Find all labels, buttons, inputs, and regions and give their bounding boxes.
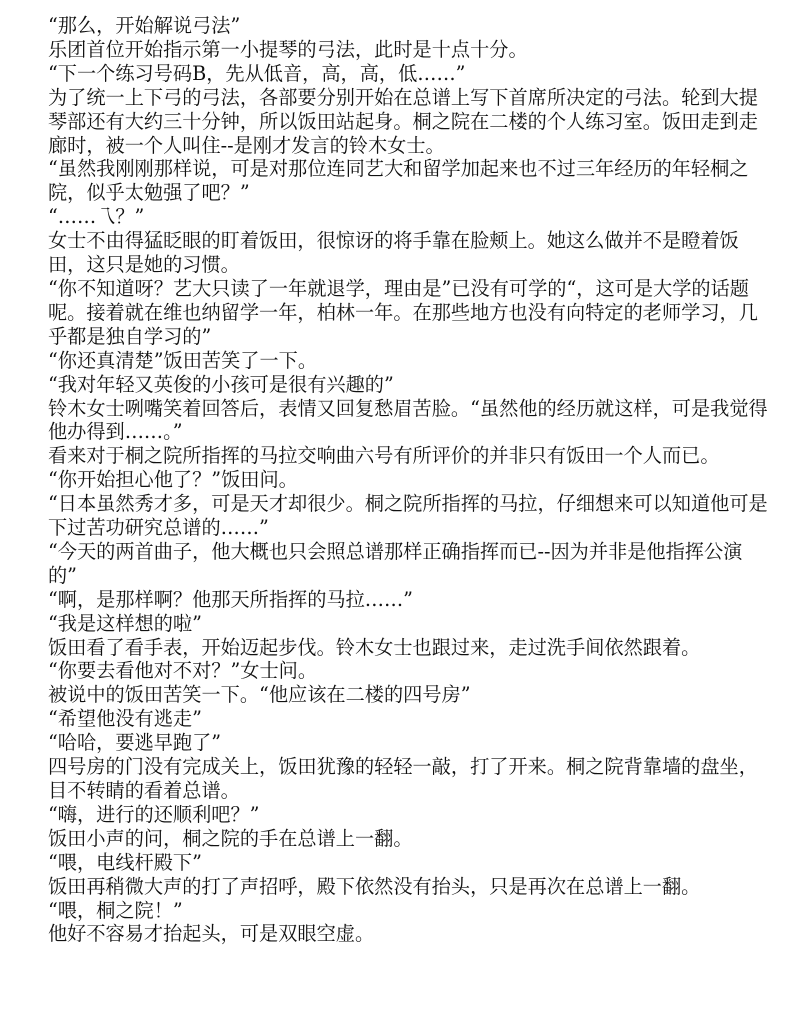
paragraph: 饭田看了看手表，开始迈起步伐。铃木女士也跟过来，走过洗手间依然跟着。 [48,635,701,659]
paragraph: “嗨，进行的还顺利吧？” [48,802,260,826]
paragraph: “……乁？” [48,205,145,229]
paragraph: “喂，桐之院！” [48,898,183,922]
paragraph: “喂，电线杆殿下” [48,850,202,874]
paragraph: “你不知道呀？艺大只读了一年就退学，理由是”已没有可学的“，这可是大学的话题呢。接着就在维也纳留学一年，柏林一年。在那些地方也没有向特定的老师学习，几乎都是独自学习的” [48,276,758,348]
paragraph: 他好不容易才抬起头，可是双眼空虚。 [48,922,375,946]
paragraph: 看来对于桐之院所指挥的马拉交响曲六号有所评价的并非只有饭田一个人而已。 [48,444,720,468]
paragraph: “啊，是那样啊？他那天所指挥的马拉……” [48,587,413,611]
paragraph: “哈哈，要逃早跑了” [48,731,222,755]
paragraph: “下一个练习号码B，先从低音，高，高，低……” [48,61,466,85]
paragraph: “我对年轻又英俊的小孩可是很有兴趣的” [48,372,394,396]
paragraph: “那么，开始解说弓法” [48,14,241,37]
paragraph: “你开始担心他了？”饭田问。 [48,468,298,492]
paragraph: 被说中的饭田苦笑一下。“他应该在二楼的四号房” [48,683,471,707]
paragraph: 铃木女士咧嘴笑着回答后，表情又回复愁眉苦脸。“虽然他的经历就这样，可是我觉得他办得到……。” [48,396,768,444]
paragraph: 饭田小声的问，桐之院的手在总谱上一翻。 [48,826,413,850]
paragraph: “今天的两首曲子，他大概也只会照总谱那样正确指挥而已--因为并非是他指挥公演的” [48,539,743,587]
paragraph: “你还真清楚”饭田苦笑了一下。 [48,348,318,372]
paragraph: 女士不由得猛眨眼的盯着饭田，很惊讶的将手靠在脸颊上。她这么做并不是瞪着饭田，这只是她的习惯。 [48,229,739,277]
paragraph: “虽然我刚刚那样说，可是对那位连同艺大和留学加起来也不过三年经历的年轻桐之院，似乎太勉强了吧？” [48,157,749,205]
paragraph: “我是这样想的啦” [48,611,202,635]
paragraph: “你要去看他对不对？”女士问。 [48,659,318,683]
paragraph: 四号房的门没有完成关上，饭田犹豫的轻轻一敲，打了开来。桐之院背靠墙的盘坐，目不转睛的看着总谱。 [48,755,758,802]
paragraph: “希望他没有逃走” [48,707,202,731]
paragraph: 饭田再稍微大声的打了声招呼，殿下依然没有抬头，只是再次在总谱上一翻。 [48,874,701,898]
paragraph: 为了统一上下弓的弓法，各部要分别开始在总谱上写下首席所决定的弓法。轮到大提琴部还有大约三十分钟，所以饭田站起身。桐之院在二楼的个人练习室。饭田走到走廊时，被一个人叫住--是刚才发言的铃木女士。 [48,85,758,157]
paragraph: 乐团首位开始指示第一小提琴的弓法，此时是十点十分。 [48,37,528,61]
paragraph: “日本虽然秀才多，可是天才却很少。桐之院所指挥的马拉，仔细想来可以知道他可是下过苦功研究总谱的……” [48,492,768,540]
